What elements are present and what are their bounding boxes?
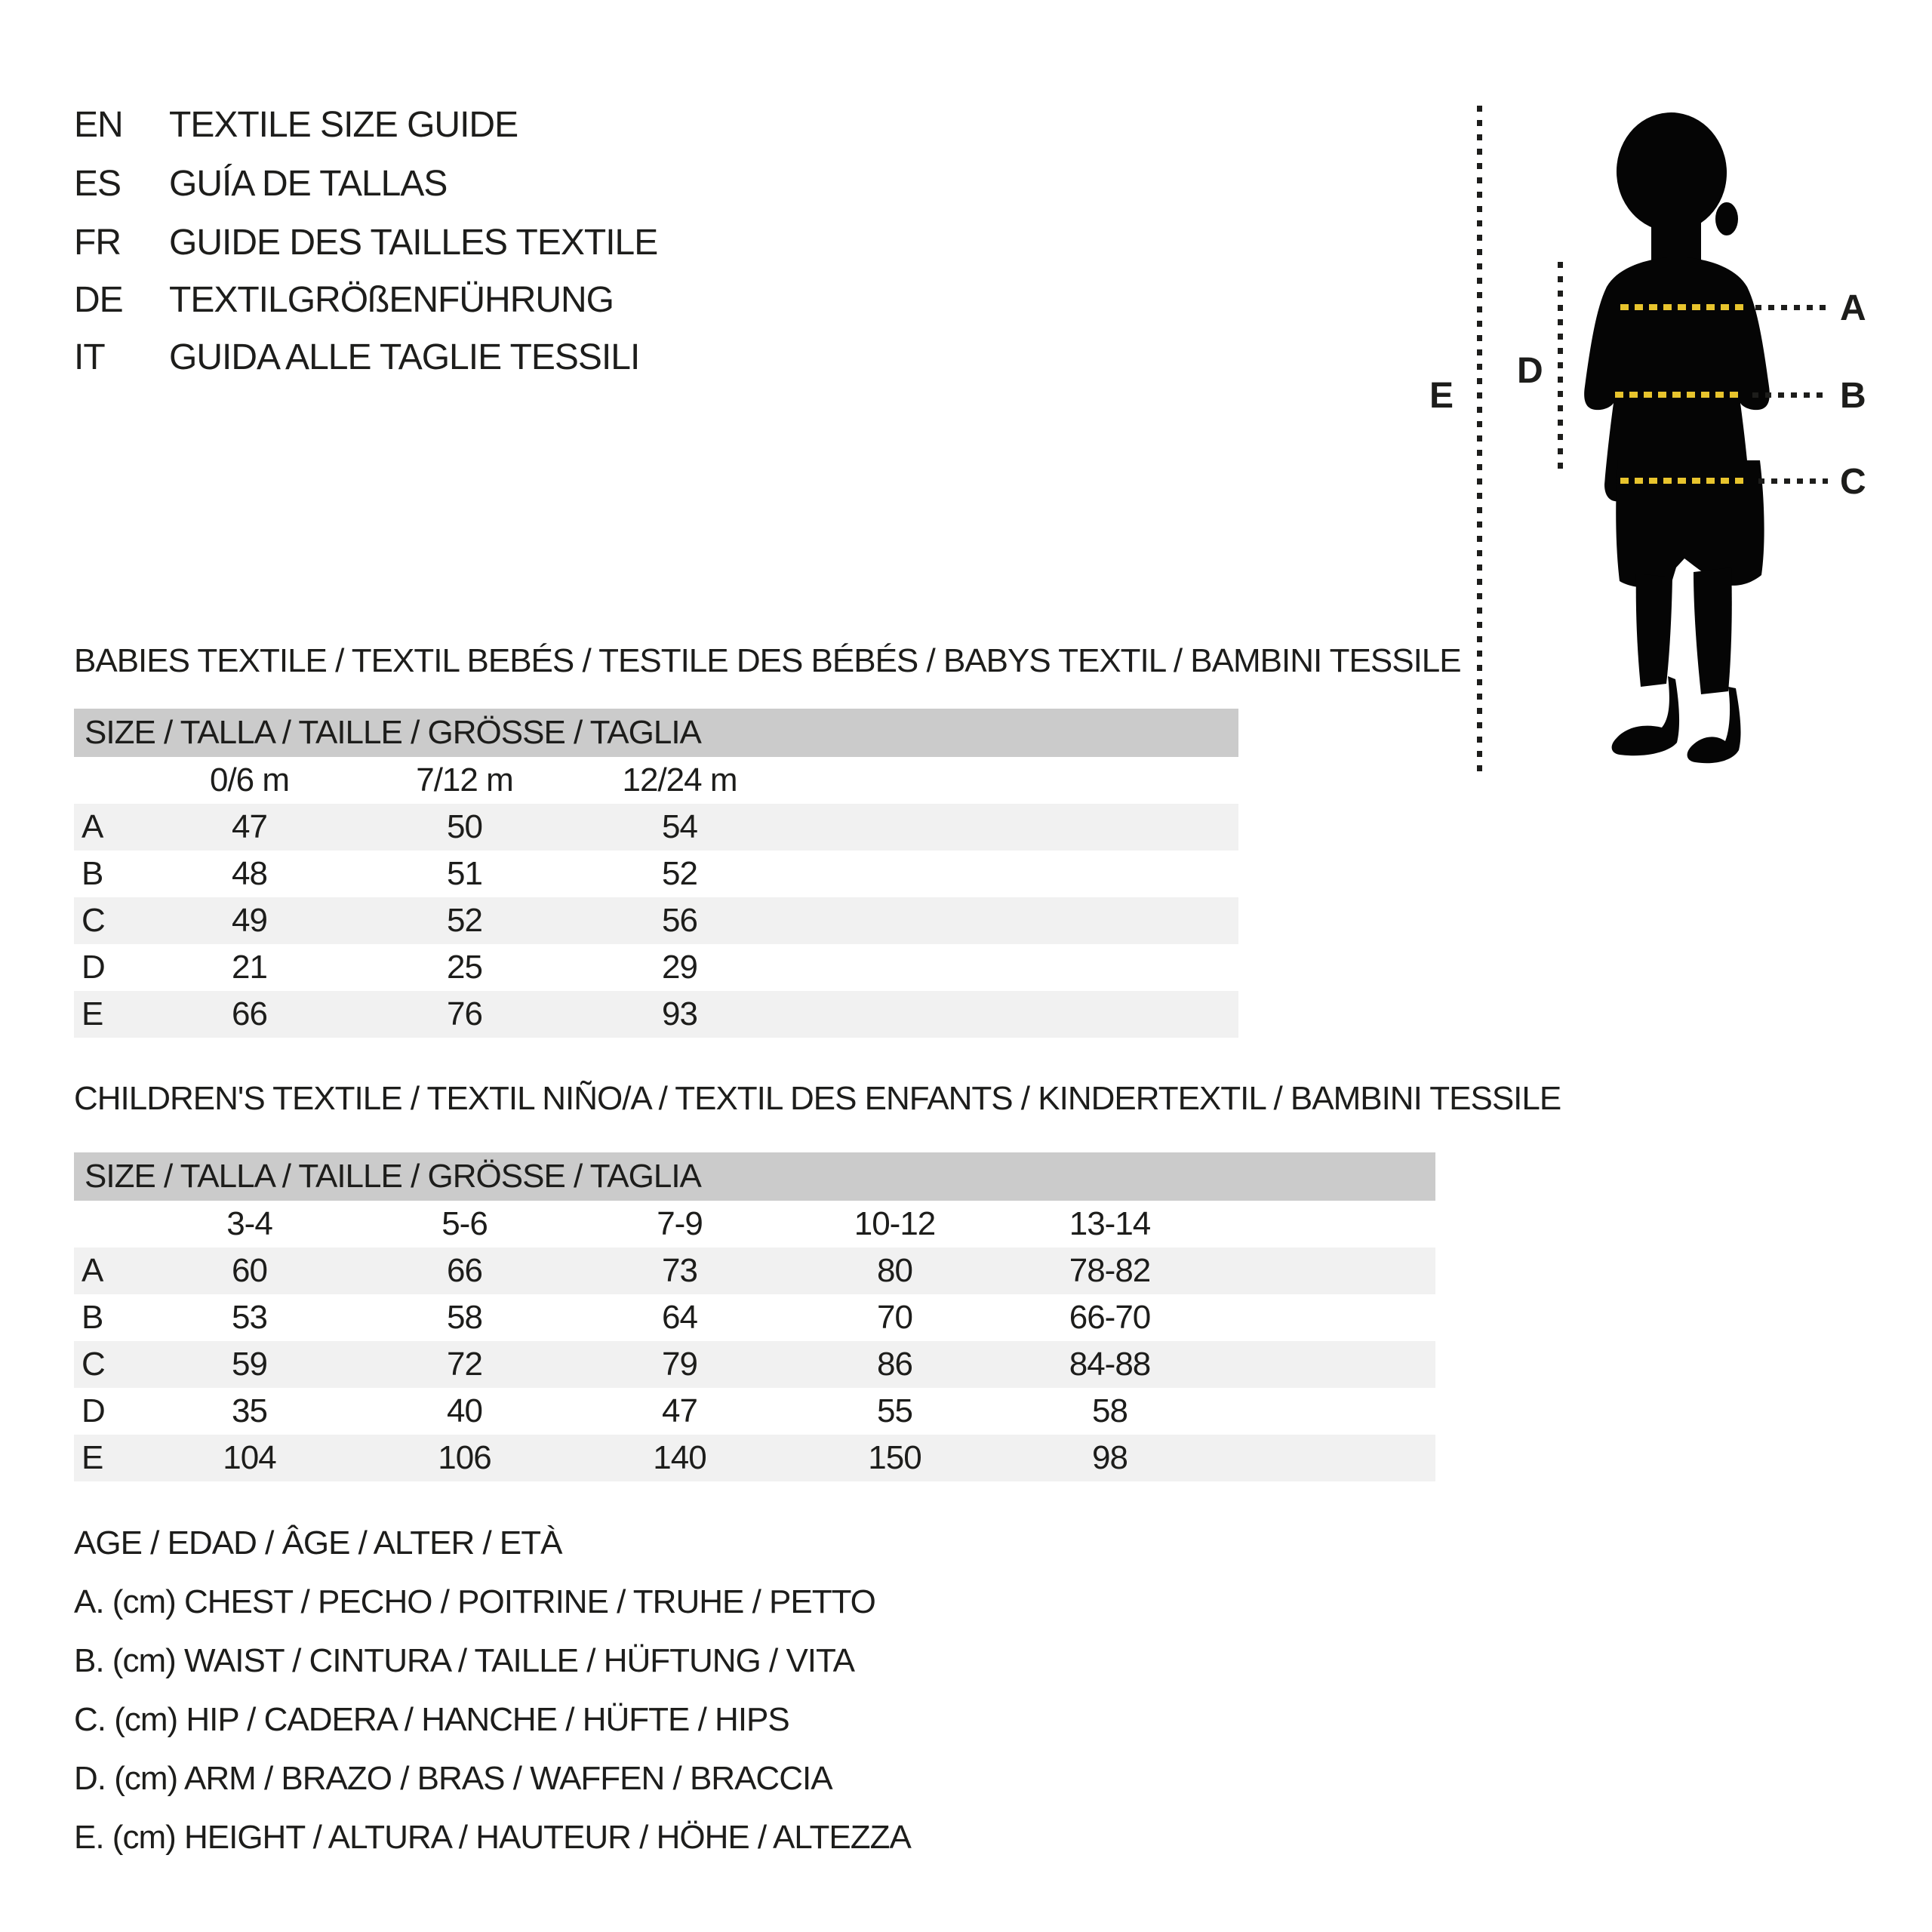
row-label: E <box>82 1439 103 1476</box>
children-age-columns-row <box>74 1201 1435 1247</box>
size-cell: 52 <box>447 902 482 939</box>
hip-line-c-yellow-dash <box>1620 478 1743 484</box>
spacer-cell <box>787 804 1238 851</box>
language-code: FR <box>74 222 121 263</box>
age-column-header: 5-6 <box>441 1205 488 1242</box>
row-label: B <box>82 855 103 892</box>
size-cell: 140 <box>653 1439 706 1476</box>
size-cell: 66 <box>232 995 267 1032</box>
spacer-cell <box>787 757 1238 804</box>
waist-label-b: B <box>1840 376 1866 416</box>
size-cell: 60 <box>232 1252 267 1289</box>
size-cell: 76 <box>447 995 482 1032</box>
children-row-c <box>74 1341 1435 1388</box>
guide-title: TEXTILE SIZE GUIDE <box>169 104 518 145</box>
legend-item-b-waist: B. (cm) WAIST / CINTURA / TAILLE / HÜFTUNG / VITA <box>74 1642 854 1679</box>
babies-row-b <box>74 851 1238 897</box>
chest-line-a-black-dash <box>1755 305 1828 310</box>
size-cell: 56 <box>662 902 697 939</box>
spacer-cell <box>1217 1435 1435 1481</box>
spacer-cell <box>787 897 1238 944</box>
size-cell: 72 <box>447 1346 482 1383</box>
row-label: C <box>82 902 105 939</box>
language-code: DE <box>74 279 123 320</box>
size-cell: 84-88 <box>1069 1346 1151 1383</box>
hip-label-c: C <box>1840 462 1866 502</box>
child-silhouette <box>1571 106 1783 777</box>
spacer-cell <box>787 851 1238 897</box>
arm-label-d: D <box>1517 351 1543 391</box>
legend-item-a-chest: A. (cm) CHEST / PECHO / POITRINE / TRUHE / PETTO <box>74 1583 875 1620</box>
language-code: EN <box>74 104 123 145</box>
row-label: A <box>82 808 103 845</box>
spacer-cell <box>1217 1294 1435 1341</box>
size-cell: 54 <box>662 808 697 845</box>
size-cell: 58 <box>447 1299 482 1336</box>
waist-line-b-yellow-dash <box>1615 392 1742 398</box>
row-label: C <box>82 1346 105 1383</box>
spacer-cell <box>1217 1388 1435 1435</box>
size-cell: 80 <box>877 1252 912 1289</box>
size-cell: 21 <box>232 949 267 986</box>
language-code: ES <box>74 163 122 204</box>
size-cell: 66 <box>447 1252 482 1289</box>
row-label: A <box>82 1252 103 1289</box>
row-label: B <box>82 1299 103 1336</box>
size-cell: 73 <box>662 1252 697 1289</box>
size-cell: 70 <box>877 1299 912 1336</box>
language-row-it <box>74 337 639 377</box>
babies-table-header-bar: SIZE / TALLA / TAILLE / GRÖSSE / TAGLIA <box>74 709 1238 757</box>
hip-line-c-black-dash <box>1758 478 1828 484</box>
size-cell: 59 <box>232 1346 267 1383</box>
size-cell: 51 <box>447 855 482 892</box>
size-cell: 53 <box>232 1299 267 1336</box>
size-cell: 47 <box>232 808 267 845</box>
legend-item-c-hip: C. (cm) HIP / CADERA / HANCHE / HÜFTE / HIPS <box>74 1701 789 1738</box>
size-cell: 66-70 <box>1069 1299 1151 1336</box>
row-label: E <box>82 995 103 1032</box>
size-cell: 86 <box>877 1346 912 1383</box>
size-cell: 93 <box>662 995 697 1032</box>
spacer-cell <box>787 991 1238 1038</box>
height-label-e: E <box>1429 376 1454 416</box>
age-column-header: 0/6 m <box>209 761 290 798</box>
size-cell: 79 <box>662 1346 697 1383</box>
language-row-es <box>74 163 447 204</box>
size-cell: 78-82 <box>1069 1252 1151 1289</box>
guide-title: TEXTILGRÖßENFÜHRUNG <box>169 279 614 320</box>
children-row-e <box>74 1435 1435 1481</box>
spacer-cell <box>1217 1247 1435 1294</box>
babies-row-a <box>74 804 1238 851</box>
babies-section-title: BABIES TEXTILE / TEXTIL BEBÉS / TESTILE DES BÉBÉS / BABYS TEXTIL / BAMBINI TESSILE <box>74 642 1461 679</box>
language-row-fr <box>74 222 657 263</box>
children-table-header-bar: SIZE / TALLA / TAILLE / GRÖSSE / TAGLIA <box>74 1152 1435 1201</box>
chest-label-a: A <box>1840 288 1866 328</box>
legend-item-e-height: E. (cm) HEIGHT / ALTURA / HAUTEUR / HÖHE / ALTEZZA <box>74 1819 911 1856</box>
age-column-header: 3-4 <box>226 1205 272 1242</box>
guide-title: GUIDE DES TAILLES TEXTILE <box>169 222 658 263</box>
guide-title: GUÍA DE TALLAS <box>169 163 448 204</box>
age-column-header: 12/24 m <box>622 761 737 798</box>
language-row-de <box>74 279 614 320</box>
age-column-header: 13-14 <box>1069 1205 1151 1242</box>
arm-measure-line-d <box>1558 262 1563 475</box>
size-cell: 64 <box>662 1299 697 1336</box>
row-label: D <box>82 949 105 986</box>
size-cell: 50 <box>447 808 482 845</box>
spacer-cell <box>1217 1201 1435 1247</box>
babies-row-e <box>74 991 1238 1038</box>
guide-title: GUIDA ALLE TAGLIE TESSILI <box>169 337 640 377</box>
size-cell: 98 <box>1092 1439 1128 1476</box>
age-column-header: 7-9 <box>657 1205 703 1242</box>
size-cell: 49 <box>232 902 267 939</box>
size-cell: 35 <box>232 1392 267 1429</box>
children-row-d <box>74 1388 1435 1435</box>
size-cell: 40 <box>447 1392 482 1429</box>
size-cell: 52 <box>662 855 697 892</box>
age-column-header: 10-12 <box>854 1205 936 1242</box>
spacer-cell <box>74 757 142 804</box>
size-cell: 29 <box>662 949 697 986</box>
size-cell: 48 <box>232 855 267 892</box>
size-cell: 104 <box>223 1439 276 1476</box>
size-cell: 106 <box>438 1439 491 1476</box>
chest-line-a-yellow-dash <box>1620 304 1744 310</box>
legend-age-line: AGE / EDAD / ÂGE / ALTER / ETÀ <box>74 1524 562 1561</box>
size-cell: 150 <box>868 1439 921 1476</box>
children-row-a <box>74 1247 1435 1294</box>
size-cell: 25 <box>447 949 482 986</box>
waist-line-b-black-dash <box>1752 392 1828 398</box>
babies-row-d <box>74 944 1238 991</box>
spacer-cell <box>74 1201 142 1247</box>
spacer-cell <box>1217 1341 1435 1388</box>
language-row-en <box>74 104 518 145</box>
babies-row-c <box>74 897 1238 944</box>
language-code: IT <box>74 337 105 377</box>
children-row-b <box>74 1294 1435 1341</box>
size-cell: 47 <box>662 1392 697 1429</box>
children-size-table <box>74 1152 1435 1481</box>
children-section-title: CHILDREN'S TEXTILE / TEXTIL NIÑO/A / TEXTIL DES ENFANTS / KINDERTEXTIL / BAMBINI TESSILE <box>74 1080 1561 1117</box>
size-cell: 55 <box>877 1392 912 1429</box>
size-cell: 58 <box>1092 1392 1128 1429</box>
height-measure-line-e <box>1477 106 1482 777</box>
legend-item-d-arm: D. (cm) ARM / BRAZO / BRAS / WAFFEN / BRACCIA <box>74 1760 832 1797</box>
age-column-header: 7/12 m <box>416 761 513 798</box>
babies-size-table <box>74 709 1238 1038</box>
babies-age-columns-row <box>74 757 1238 804</box>
row-label: D <box>82 1392 105 1429</box>
spacer-cell <box>787 944 1238 991</box>
